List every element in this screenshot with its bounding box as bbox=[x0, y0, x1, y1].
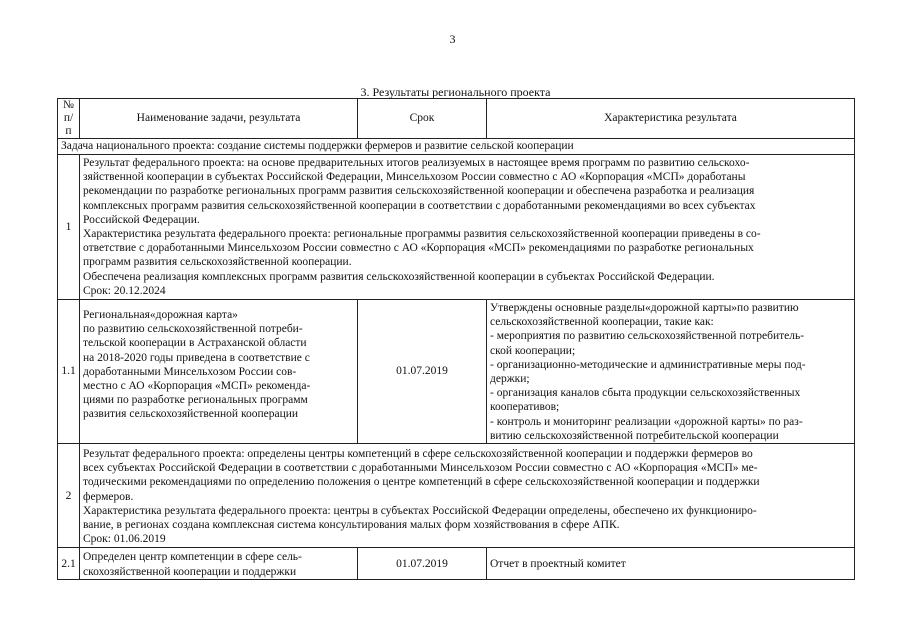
text-line: ской кооперации; bbox=[490, 344, 576, 357]
text-line: Определен центр компетенции в сфере сель- bbox=[83, 551, 302, 564]
result-name-cell bbox=[80, 548, 358, 579]
text-line: программ развития сельскохозяйственной кооперации. bbox=[83, 256, 352, 269]
header-deadline: Срок bbox=[358, 99, 487, 139]
text-line: скохозяйственной кооперации и поддержки bbox=[83, 565, 297, 578]
row-num: 1 bbox=[58, 155, 80, 300]
text-line: тодическими рекомендациями по определению положения о центре компетенций в сфере сельскохозяйственной кооперации и поддержки bbox=[83, 476, 760, 489]
row-num: 2.1 bbox=[58, 548, 80, 579]
text-line: Срок: 01.06.2019 bbox=[83, 533, 166, 546]
page-number: 3 bbox=[449, 32, 456, 46]
header-num: № п/п bbox=[58, 99, 80, 139]
text-line: - мероприятия по развитию сельскохозяйственной потребитель- bbox=[490, 330, 805, 343]
task-row bbox=[58, 139, 855, 155]
text-line: по развитию сельскохозяйственной потреби- bbox=[83, 323, 303, 336]
text-line: - организационно-методические и административные меры под- bbox=[490, 358, 806, 371]
text-line: Обеспечена реализация комплексных программ развития сельскохозяйственной кооперации в субъектах Российской Федерации. bbox=[83, 270, 715, 283]
text-line: зяйственной кооперации в субъектах Российской Федерации, Минсельхозом России совместно с АО «Корпорация «МСП» доработаны bbox=[83, 171, 746, 184]
text-line: витию сельскохозяйственной потребительской кооперации bbox=[490, 429, 779, 442]
text-line: - контроль и мониторинг реализации «дорожной карты» по раз- bbox=[490, 415, 803, 428]
text-line: вание, в регионах создана комплексная система консультирования малых форм хозяйствования в сфере АПК. bbox=[83, 519, 620, 532]
text-line: Характеристика результата федерального проекта: центры в субъектах Российской Федерации определены, обеспечено их функциониро- bbox=[83, 504, 757, 517]
text-line: ответствие с доработанными Минсельхозом России совместно с АО «Корпорация «МСП» рекомендациями по разработке региональных bbox=[83, 242, 754, 255]
result-cell bbox=[80, 155, 855, 300]
text-line: Региональная«дорожная карта» bbox=[83, 309, 238, 322]
results-table bbox=[57, 98, 855, 580]
deadline-cell: 01.07.2019 bbox=[358, 548, 487, 579]
row-num: 1.1 bbox=[58, 300, 80, 444]
text-line: Результат федерального проекта: определены центры компетенций в сфере сельскохозяйственной кооперации и поддержки фермеров во bbox=[83, 448, 753, 461]
text-line: - организация каналов сбыта продукции сельскохозяйственных bbox=[490, 387, 801, 400]
table-row bbox=[58, 300, 855, 444]
text-line: циями по разработке региональных программ bbox=[83, 394, 308, 407]
table-row bbox=[58, 548, 855, 579]
section-title: 3. Результаты регионального проекта bbox=[360, 85, 551, 99]
text-line: сельскохозяйственной кооперации, такие как: bbox=[490, 316, 714, 329]
task-cell: Задача национального проекта: создание системы поддержки фермеров и развитие сельской кооперации bbox=[58, 139, 855, 155]
header-characteristic: Характеристика результата bbox=[487, 99, 855, 139]
text-line: Российской Федерации. bbox=[83, 213, 200, 226]
text-line: рекомендации по разработке региональных программ развития сельскохозяйственной кооперации и обеспечена разработка и реализация bbox=[83, 185, 755, 198]
row-num: 2 bbox=[58, 444, 80, 548]
text-line: Утверждены основные разделы«дорожной карты»по развитию bbox=[490, 302, 799, 315]
text-line: развития сельскохозяйственной кооперации bbox=[83, 408, 299, 421]
text-line: фермеров. bbox=[83, 490, 134, 503]
text-line: Отчет в проектный комитет bbox=[490, 557, 626, 570]
text-line: комплексных программ развития сельскохозяйственной кооперации в соответствии с доработанными рекомендациями во всех субъектах bbox=[83, 199, 756, 212]
text-line: доработанными Минсельхозом России сов- bbox=[83, 365, 297, 378]
table-row bbox=[58, 155, 855, 300]
text-line: на 2018-2020 годы приведена в соответствие с bbox=[83, 351, 310, 364]
text-line: держки; bbox=[490, 373, 530, 386]
text-line: Срок: 20.12.2024 bbox=[83, 284, 166, 297]
characteristic-cell bbox=[487, 548, 855, 579]
text-line: тельской кооперации в Астраханской области bbox=[83, 337, 307, 350]
characteristic-cell bbox=[487, 300, 855, 444]
text-line: всех субъектах Российской Федерации в соответствии с доработанными Минсельхозом России совместно с АО «Корпорация «МСП» ме- bbox=[83, 462, 758, 475]
table-row bbox=[58, 444, 855, 548]
text-line: Результат федерального проекта: на основе предварительных итогов реализуемых в настоящее время программ по развитию сельскохо- bbox=[83, 157, 750, 169]
result-name-cell bbox=[80, 300, 358, 444]
result-cell bbox=[80, 444, 855, 548]
text-line: Характеристика результата федерального проекта: региональные программы развития сельскохозяйственной кооперации приведены в со- bbox=[83, 228, 761, 241]
header-name: Наименование задачи, результата bbox=[80, 99, 358, 139]
text-line: местно с АО «Корпорация «МСП» рекоменда- bbox=[83, 380, 311, 393]
deadline-cell: 01.07.2019 bbox=[358, 300, 487, 444]
table-header-row bbox=[58, 99, 855, 139]
text-line: кооперативов; bbox=[490, 401, 560, 414]
